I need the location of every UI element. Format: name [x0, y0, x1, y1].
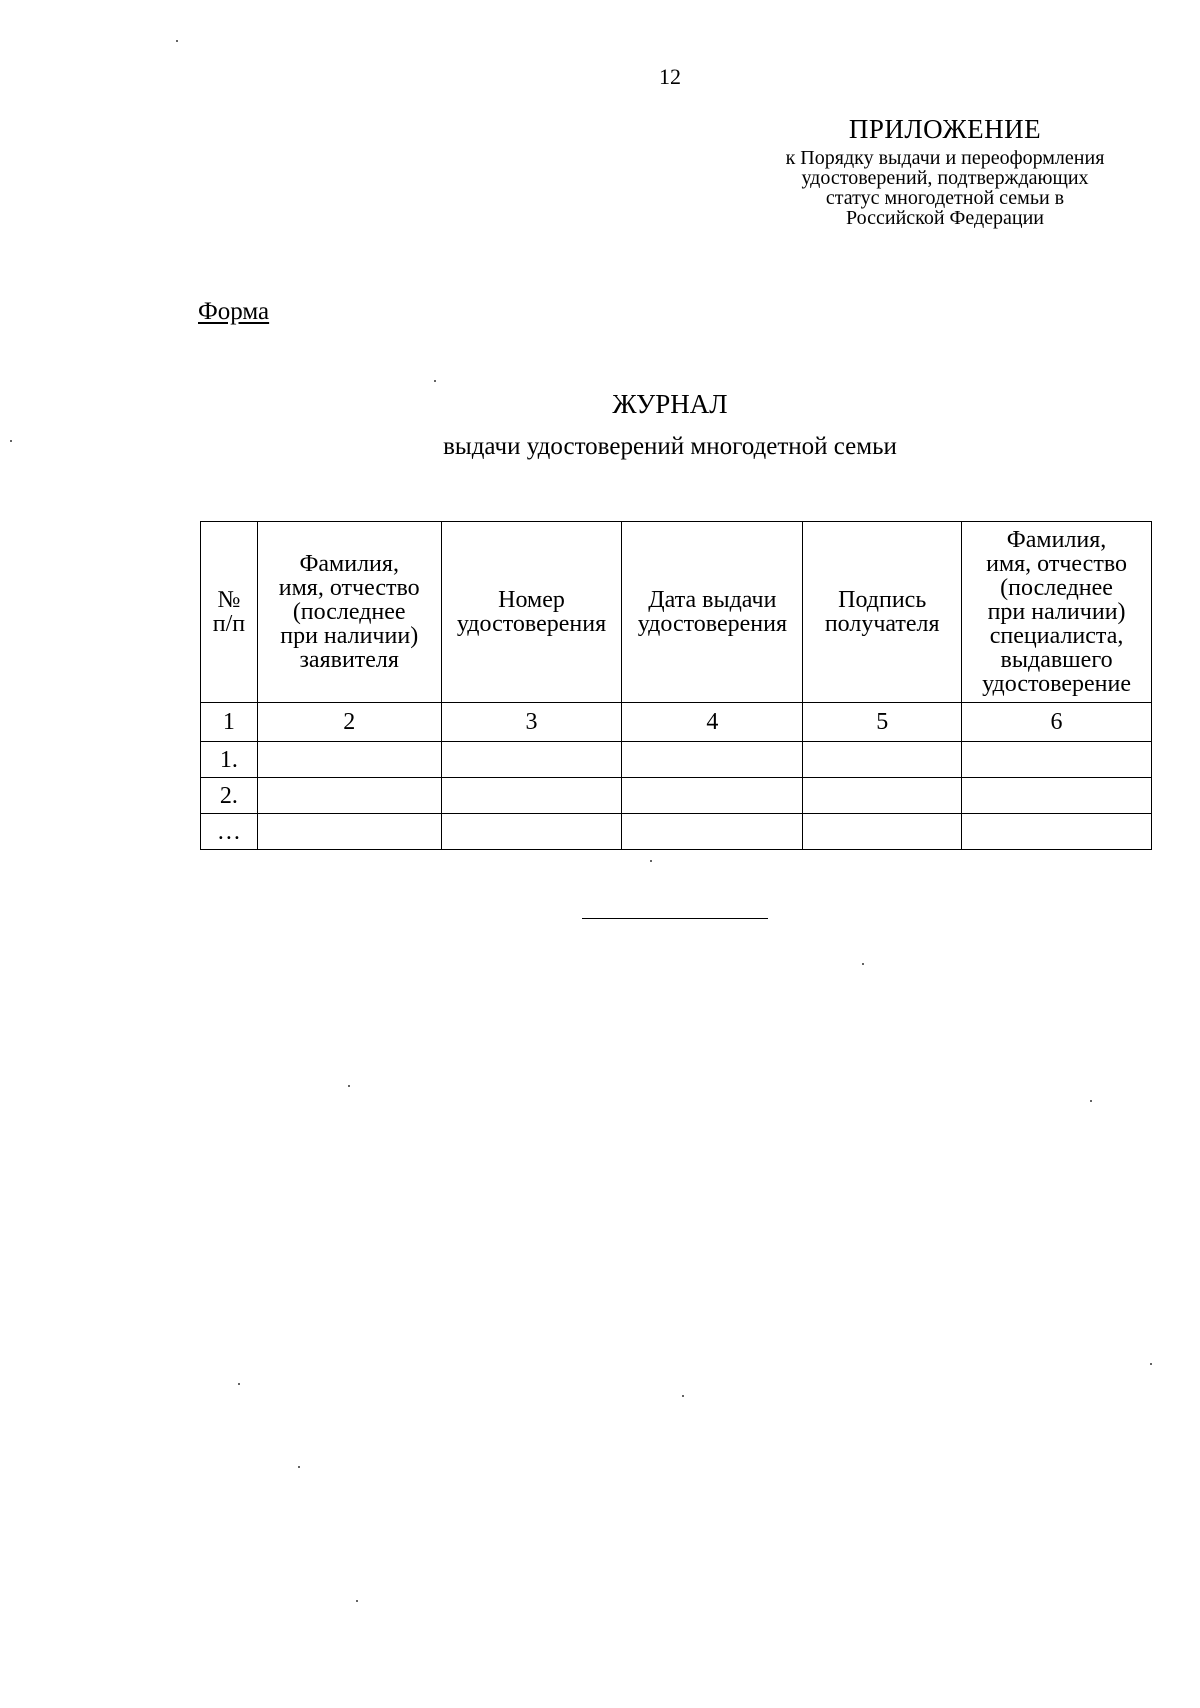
appendix-title: ПРИЛОЖЕНИЕ: [848, 114, 1042, 144]
table-cell: [622, 814, 803, 850]
table-cell: [622, 778, 803, 814]
appendix-line: Российской Федерации: [845, 207, 1045, 229]
table-row: [201, 814, 1152, 850]
header-cell-specialist-name: Фамилия, имя, отчество (последнее при наличии) специалиста, выдавшего удостоверение: [962, 522, 1152, 703]
column-number: 3: [441, 703, 622, 742]
journal-heading: [300, 388, 1040, 462]
scan-speck: [434, 380, 436, 382]
form-label: Форма: [198, 298, 270, 325]
scan-speck: [862, 963, 864, 965]
table-cell: [803, 814, 962, 850]
table-cell: [962, 778, 1152, 814]
column-number: 6: [962, 703, 1152, 742]
header-cell-certificate-number: Номер удостоверения: [441, 522, 622, 703]
scan-speck: [1150, 1363, 1152, 1365]
table-cell: [441, 778, 622, 814]
table-cell: [257, 814, 441, 850]
header-cell-recipient-signature: Подпись получателя: [803, 522, 962, 703]
column-number-row: [201, 703, 1152, 742]
column-number: 4: [622, 703, 803, 742]
table-cell: [257, 778, 441, 814]
table-cell: [441, 742, 622, 778]
row-number: …: [201, 814, 258, 850]
table-cell: [962, 742, 1152, 778]
table-cell: [622, 742, 803, 778]
appendix-line: к Порядку выдачи и переоформления: [785, 147, 1105, 169]
table-row: [201, 742, 1152, 778]
appendix-line: удостоверений, подтверждающих: [801, 167, 1089, 189]
table-header-row: [201, 522, 1152, 703]
header-cell-number: № п/п: [201, 522, 258, 703]
appendix-line: статус многодетной семьи в: [825, 187, 1065, 209]
scan-speck: [298, 1466, 300, 1468]
appendix-text: [740, 148, 1150, 228]
scan-speck: [176, 40, 178, 42]
appendix-block: [740, 114, 1150, 228]
header-cell-applicant-name: Фамилия, имя, отчество (последнее при наличии) заявителя: [257, 522, 441, 703]
column-number: 1: [201, 703, 258, 742]
scan-speck: [356, 1600, 358, 1602]
scan-speck: [10, 440, 12, 442]
scan-speck: [348, 1085, 350, 1087]
table-cell: [962, 814, 1152, 850]
column-number: 5: [803, 703, 962, 742]
scan-speck: [682, 1395, 684, 1397]
register-table: [200, 521, 1152, 850]
table-cell: [803, 742, 962, 778]
table-row: [201, 778, 1152, 814]
journal-subtitle: выдачи удостоверений многодетной семьи: [443, 433, 897, 460]
row-number: 1.: [201, 742, 258, 778]
scan-speck: [238, 1383, 240, 1385]
closing-rule: [582, 918, 768, 919]
column-number: 2: [257, 703, 441, 742]
table-cell: [803, 778, 962, 814]
header-cell-issue-date: Дата выдачи удостоверения: [622, 522, 803, 703]
page-number: 12: [659, 64, 681, 89]
journal-title: ЖУРНАЛ: [612, 389, 728, 419]
row-number: 2.: [201, 778, 258, 814]
scan-speck: [650, 860, 652, 862]
table-cell: [257, 742, 441, 778]
table-cell: [441, 814, 622, 850]
scan-speck: [1090, 1100, 1092, 1102]
